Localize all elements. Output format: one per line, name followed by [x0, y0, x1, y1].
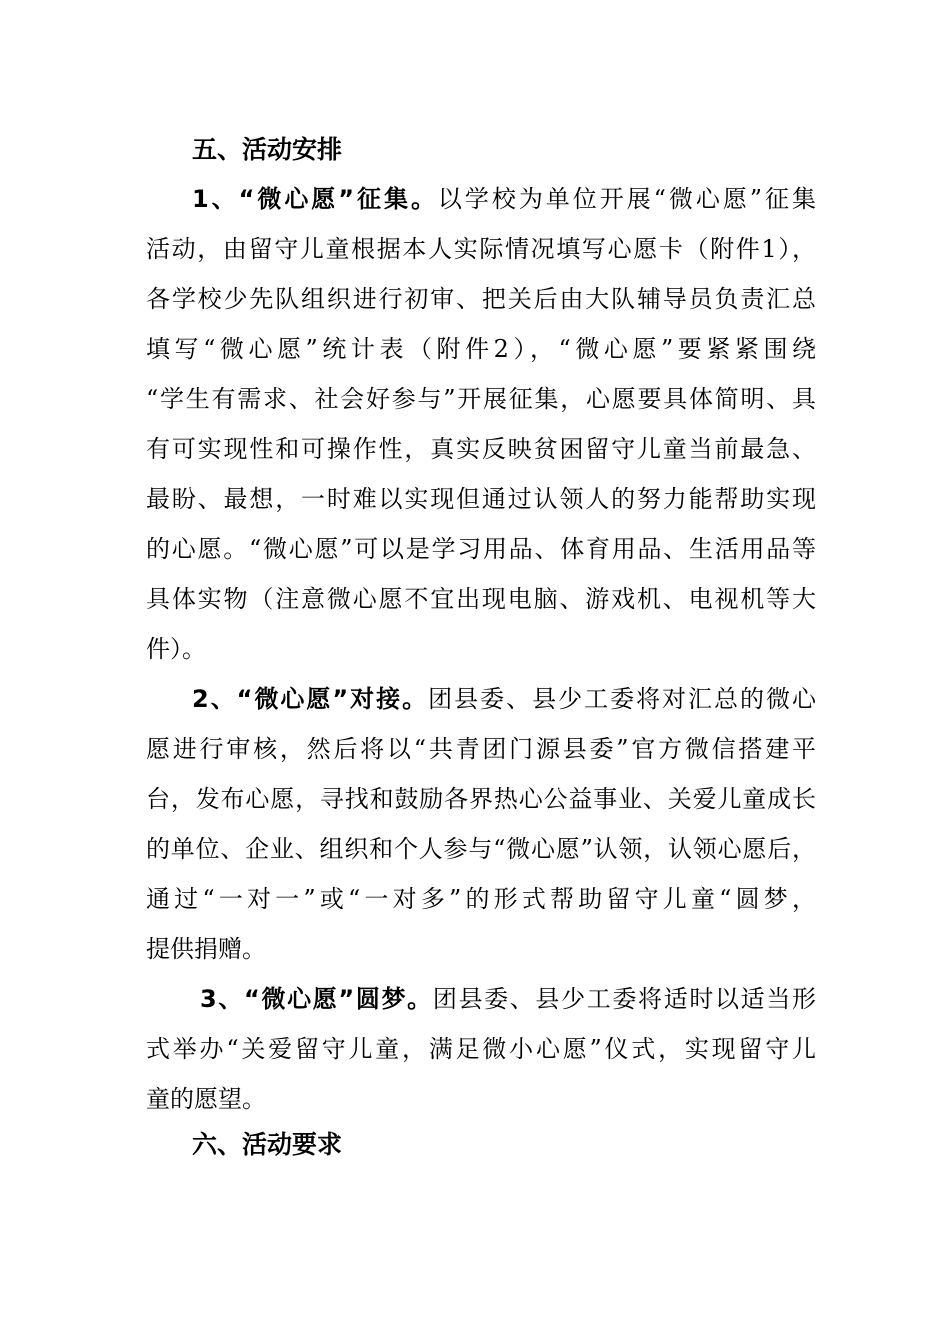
item-1-first-line — [192, 182, 816, 216]
item-1-line-5: 有可实现性和可操作性，真实反映贫困留守儿童当前最急、 — [146, 435, 816, 463]
item-1-line-8: 具体实物（注意微心愿不宜出现电脑、游戏机、电视机等大 — [146, 585, 816, 613]
item-1-line-2: 各学校少先队组织进行初审、把关后由大队辅导员负责汇总 — [146, 285, 816, 313]
item-3-line-1: 式举办“关爱留守儿童，满足微小心愿”仪式，实现留守儿 — [146, 1035, 816, 1063]
section-5-heading: 五、活动安排 — [192, 135, 343, 164]
item-1-line-0: 以学校为单位开展“微心愿”征集 — [437, 185, 816, 213]
item-2-line-2: 台，发布心愿，寻找和鼓励各界热心公益事业、关爱儿童成长 — [146, 785, 816, 813]
item-2-first-line — [192, 682, 816, 716]
item-2-line-3: 的单位、企业、组织和个人参与“微心愿”认领，认领心愿后， — [146, 835, 816, 863]
item-3-lead: 3、“微心愿”圆梦。 — [200, 985, 433, 1013]
item-3-line-0: 团县委、县少工委将适时以适当形 — [432, 985, 816, 1013]
item-1-line-9: 件）。 — [146, 635, 206, 663]
item-1-line-6: 最盼、最想，一时难以实现但通过认领人的努力能帮助实现 — [146, 485, 816, 513]
item-2-line-5: 提供捐赠。 — [146, 935, 266, 963]
item-1-lead: 1、“微心愿”征集。 — [192, 185, 438, 213]
item-1-line-1: 活动，由留守儿童根据本人实际情况填写心愿卡（附件1）， — [146, 235, 816, 263]
item-1-line-7: 的心愿。“微心愿”可以是学习用品、体育用品、生活用品等 — [146, 535, 816, 563]
item-2-line-1: 愿进行审核，然后将以“共青团门源县委”官方微信搭建平 — [146, 735, 816, 763]
item-2-line-0: 团县委、县少工委将对汇总的微心 — [428, 685, 817, 713]
item-2-line-4: 通过“一对一”或“一对多”的形式帮助留守儿童“圆梦， — [146, 885, 816, 913]
item-3-first-line — [200, 982, 816, 1016]
item-2-lead: 2、“微心愿”对接。 — [192, 685, 429, 713]
item-3-line-2: 童的愿望。 — [146, 1085, 266, 1113]
section-6-heading: 六、活动要求 — [192, 1130, 343, 1159]
item-1-line-4: “学生有需求、社会好参与”开展征集，心愿要具体简明、具 — [146, 385, 816, 413]
item-1-line-3: 填写“微心愿”统计表（附件2），“微心愿”要紧紧围绕 — [146, 335, 816, 363]
